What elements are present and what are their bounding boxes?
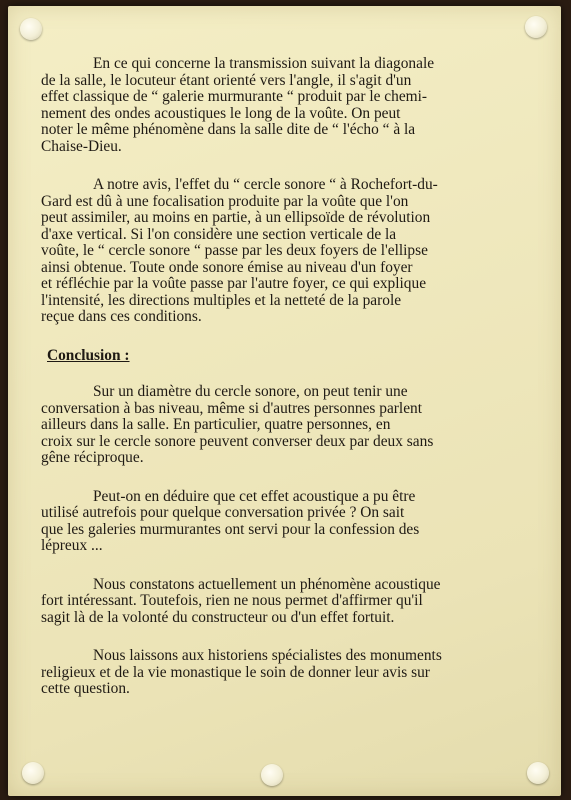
thumbtack-icon (261, 764, 283, 786)
thumbtack-icon (527, 762, 549, 784)
text-line: noter le même phénomène dans la salle dite de “ l'écho “ à la (41, 121, 416, 138)
text-line: cette question. (41, 680, 130, 697)
text-line: nement des ondes acoustiques le long de la voûte. On peut (41, 104, 401, 122)
text-line: Sur un diamètre du cercle sonore, on peut tenir une (93, 383, 408, 400)
text-line: reçue dans ces conditions. (41, 308, 202, 325)
text-line: fort intéressant. Toutefois, rien ne nous permet d'affirmer qu'il (41, 592, 423, 609)
text-line: d'axe vertical. Si l'on considère une section verticale de la (41, 225, 397, 243)
text-line: lépreux ... (41, 537, 103, 554)
thumbtack-icon (22, 762, 44, 784)
text-line: voûte, le “ cercle sonore “ passe par les deux foyers de l'ellipse (41, 242, 428, 259)
paper-sheet (8, 6, 561, 796)
text-line: A notre avis, l'effet du “ cercle sonore “ à Rochefort-du- (93, 176, 438, 193)
text-line: En ce qui concerne la transmission suivant la diagonale (93, 55, 435, 72)
text-line: conversation à bas niveau, même si d'autres personnes parlent (41, 399, 423, 417)
text-line: l'intensité, les directions multiples et la netteté de la parole (41, 291, 402, 309)
text-line: utilisé autrefois pour quelque conversation privée ? On sait (41, 504, 405, 521)
paragraph (41, 577, 541, 627)
text-line: religieux et de la vie monastique le soin de donner leur avis sur (41, 663, 430, 681)
paragraph (41, 177, 541, 326)
paragraph (41, 56, 541, 155)
text-line: gêne réciproque. (41, 449, 144, 466)
thumbtack-icon (525, 16, 547, 38)
text-line: effet classique de “ galerie murmurante “ produit par le chemi- (41, 88, 428, 105)
text-line: ainsi obtenue. Toute onde sonore émise au niveau d'un foyer (41, 258, 413, 276)
text-line: peut assimiler, au moins en partie, à un ellipsoïde de révolution (41, 209, 431, 226)
text-line: Chaise-Dieu. (41, 137, 122, 155)
conclusion-heading: Conclusion : (47, 346, 130, 364)
paragraph (41, 384, 541, 467)
thumbtack-icon (20, 18, 42, 40)
paragraph (41, 648, 541, 698)
text-line: croix sur le cercle sonore peuvent converser deux par deux sans (41, 432, 434, 450)
text-line: Nous laissons aux historiens spécialistes des monuments (93, 647, 442, 664)
text-line: Gard est dû à une focalisation produite par la voûte que l'on (41, 192, 409, 210)
text-line: de la salle, le locuteur étant orienté vers l'angle, il s'agit d'un (41, 71, 412, 89)
text-line: Nous constatons actuellement un phénomène acoustique (93, 575, 441, 593)
text-line: et réfléchie par la voûte passe par l'autre foyer, ce qui explique (41, 275, 427, 292)
paragraph (41, 489, 541, 555)
text-line: ailleurs dans la salle. En particulier, quatre personnes, en (41, 416, 391, 433)
text-line: que les galeries murmurantes ont servi pour la confession des (41, 520, 420, 538)
document-body (41, 56, 541, 720)
text-line: Peut-on en déduire que cet effet acoustique a pu être (93, 487, 416, 505)
text-line: sagit là de la volonté du constructeur ou d'un effet fortuit. (41, 608, 395, 626)
